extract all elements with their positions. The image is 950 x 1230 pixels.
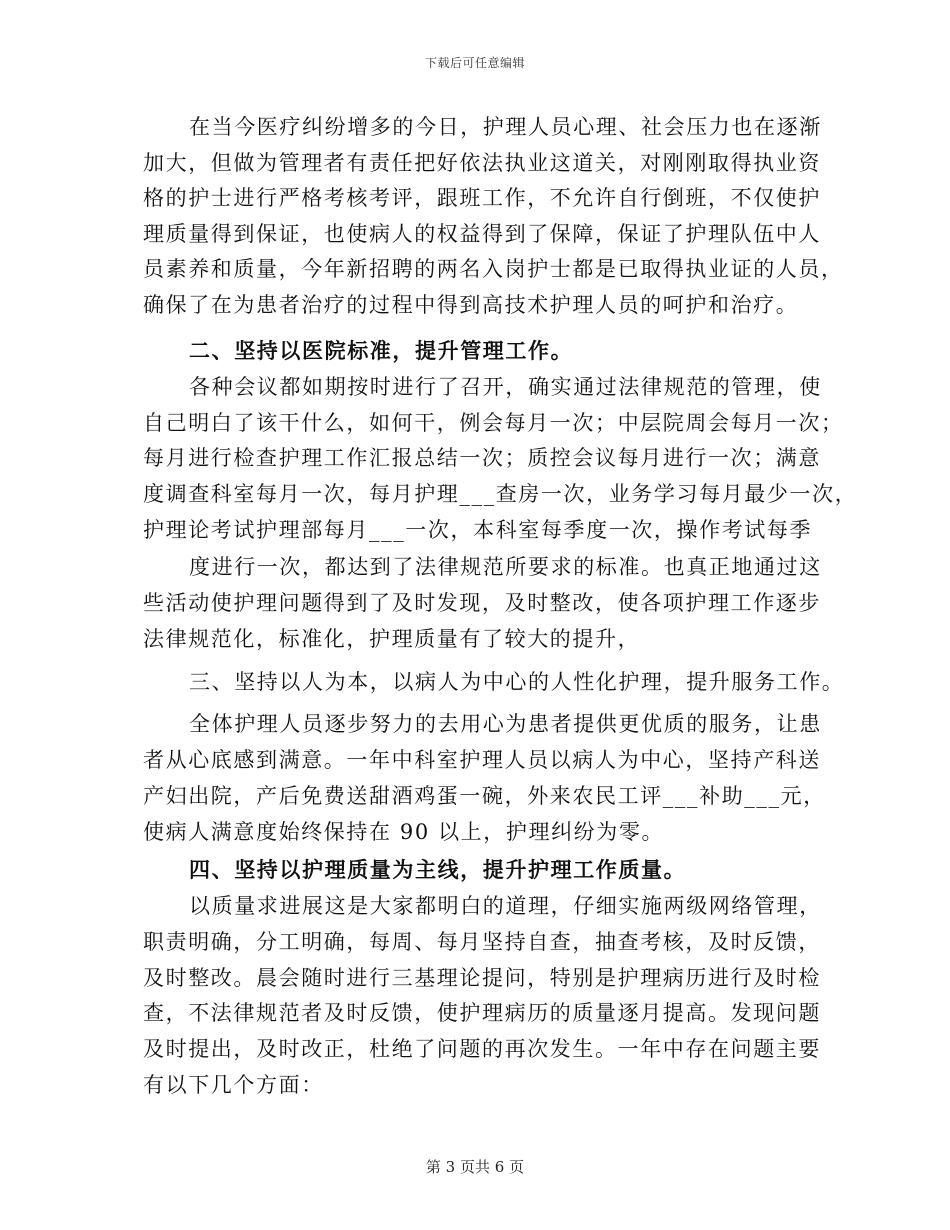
paragraph-line: 度进行一次，都达到了法律规范所要求的标准。也真正地通过这 (189, 555, 822, 579)
page-footer: 第 3 页共 6 页 (425, 1158, 525, 1176)
paragraph-line: 理质量得到保证，也使病人的权益得到了保障，保证了护理队伍中人 (143, 222, 821, 246)
paragraph-line: 者从心底感到满意。一年中科室护理人员以病人为中心，坚持产科送 (143, 748, 821, 772)
paragraph-line: 确保了在为患者治疗的过程中得到高技术护理人员的呵护和治疗。 (143, 293, 799, 317)
paragraph-line: 产妇出院，产后免费送甜酒鸡蛋一碗，外来农民工评___补助___元， (143, 784, 826, 808)
paragraph-line: 加大，但做为管理者有责任把好依法执业这道关，对刚刚取得执业资 (143, 151, 821, 175)
paragraph-line: 及时提出，及时改正，杜绝了问题的再次发生。一年中存在问题主要 (143, 1037, 821, 1061)
paragraph-line: 有以下几个方面： (143, 1073, 324, 1097)
paragraph-line: 职责明确，分工明确，每周、每月坚持自查，抽查考核，及时反馈， (143, 930, 821, 954)
paragraph-line: 护理论考试护理部每月___一次，本科室每季度一次，操作考试每季 (143, 518, 813, 542)
paragraph-line: 及时整改。晨会随时进行三基理论提问，特别是护理病历进行及时检 (143, 966, 821, 990)
paragraph-line: 员素养和质量，今年新招聘的两名入岗护士都是已取得执业证的人员， (143, 257, 844, 281)
section-heading: 三、坚持以人为本，以病人为中心的人性化护理，提升服务工作。 (189, 670, 845, 694)
paragraph-line: 法律规范化，标准化，护理质量有了较大的提升， (143, 627, 641, 651)
section-heading: 四、坚持以护理质量为主线，提升护理工作质量。 (189, 857, 687, 882)
paragraph-line: 使病人满意度始终保持在 90 以上，护理纠纷为零。 (143, 820, 665, 844)
paragraph-line: 在当今医疗纠纷增多的今日，护理人员心理、社会压力也在逐渐 (189, 115, 822, 139)
page-header: 下载后可任意编辑 (424, 56, 525, 70)
paragraph-line: 格的护士进行严格考核考评，跟班工作，不允许自行倒班，不仅使护 (143, 186, 821, 210)
paragraph-line: 查，不法律规范者及时反馈，使护理病历的质量逐月提高。发现问题 (143, 1001, 821, 1025)
paragraph-line: 每月进行检查护理工作汇报总结一次；质控会议每月进行一次；满意 (143, 446, 821, 470)
paragraph-line: 各种会议都如期按时进行了召开，确实通过法律规范的管理，使 (189, 375, 822, 399)
paragraph-line: 以质量求进展这是大家都明白的道理，仔细实施两级网络管理， (189, 894, 822, 918)
section-heading: 二、坚持以医院标准，提升管理工作。 (189, 338, 574, 363)
paragraph-line: 全体护理人员逐步努力的去用心为患者提供更优质的服务，让患 (189, 712, 822, 736)
paragraph-line: 自己明白了该干什么，如何干，例会每月一次；中层院周会每月一次； (143, 411, 844, 435)
paragraph-line: 些活动使护理问题得到了及时发现，及时整改，使各项护理工作逐步 (143, 591, 821, 615)
paragraph-line: 度调查科室每月一次，每月护理___查房一次，业务学习每月最少一次， (143, 482, 858, 506)
